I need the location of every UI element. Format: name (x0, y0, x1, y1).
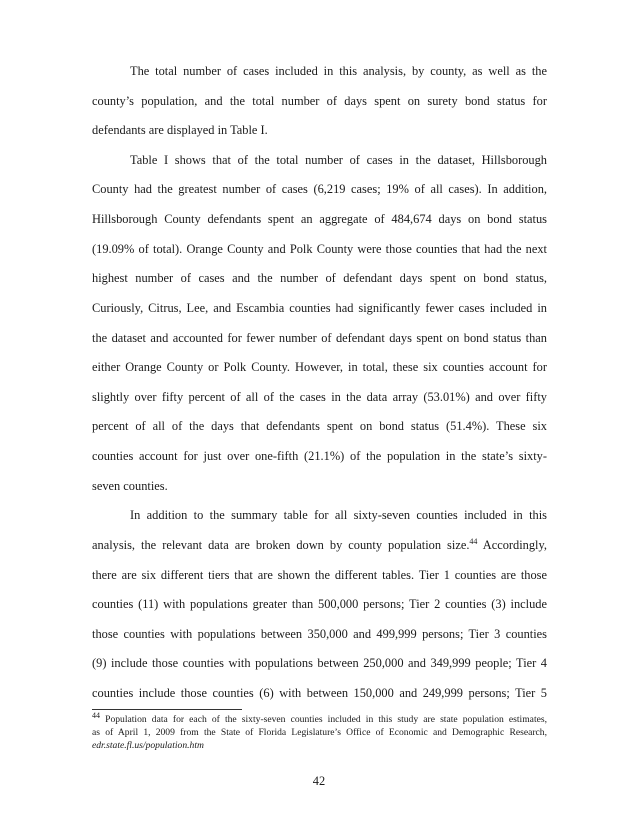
text-line: county’s population, and the total number of days spent on surety bond status for (92, 93, 547, 108)
text-line: percent of all of the days that defendants spent on bond status (51.4%). These six (92, 419, 547, 434)
text-line (92, 538, 547, 553)
text-line: there are six different tiers that are shown the different tables. Tier 1 counties are those (92, 567, 547, 582)
text-line: counties (11) with populations greater than 500,000 persons; Tier 2 counties (3) include (92, 597, 547, 612)
text-line: slightly over fifty percent of all of the cases in the data array (53.01%) and over fifty (92, 389, 547, 404)
footnote-line (92, 710, 547, 725)
text-line: Hillsborough County defendants spent an aggregate of 484,674 days on bond status (92, 212, 547, 227)
text-line: (19.09% of total). Orange County and Polk County were those counties that had the next (92, 241, 547, 256)
text-line: counties account for just over one-fifth (21.1%) of the population in the state’s sixty- (92, 449, 547, 464)
text-segment: Accordingly, (477, 537, 547, 552)
text-line: Table I shows that of the total number of cases in the dataset, Hillsborough (130, 152, 547, 167)
text-line: defendants are displayed in Table I. (92, 123, 268, 138)
text-line: those counties with populations between 350,000 and 499,999 persons; Tier 3 counties (92, 626, 547, 641)
footnote-text: Population data for each of the sixty-seven counties included in this study are state population estimates, (100, 714, 547, 725)
text-line: highest number of cases and the number of defendant days spent on bond status, (92, 271, 547, 286)
text-line: (9) include those counties with populations between 250,000 and 349,999 people; Tier 4 (92, 656, 547, 671)
footnote-line: as of April 1, 2009 from the State of Florida Legislature’s Office of Economic and Demographic Research, (92, 727, 547, 738)
page-number: 42 (312, 774, 326, 788)
text-line: either Orange County or Polk County. However, in total, these six counties account for (92, 360, 547, 375)
footnote-url[interactable]: edr.state.fl.us/population.htm (92, 740, 204, 751)
footnote-number: 44 (92, 710, 100, 720)
text-line: The total number of cases included in this analysis, by county, as well as the (130, 64, 547, 78)
text-line: seven counties. (92, 478, 168, 493)
text-line: Curiously, Citrus, Lee, and Escambia counties had significantly fewer cases included in (92, 300, 547, 315)
text-line: In addition to the summary table for all sixty-seven counties included in this (130, 508, 547, 523)
footnote-reference[interactable]: 44 (469, 536, 478, 546)
text-segment: analysis, the relevant data are broken down by county population size. (92, 537, 470, 552)
text-line: County had the greatest number of cases (6,219 cases; 19% of all cases). In addition, (92, 182, 547, 197)
text-line: the dataset and accounted for fewer number of defendant days spent on bond status than (92, 330, 547, 345)
text-line: counties include those counties (6) with between 150,000 and 249,999 persons; Tier 5 (92, 686, 547, 700)
footnote-separator (92, 709, 242, 710)
